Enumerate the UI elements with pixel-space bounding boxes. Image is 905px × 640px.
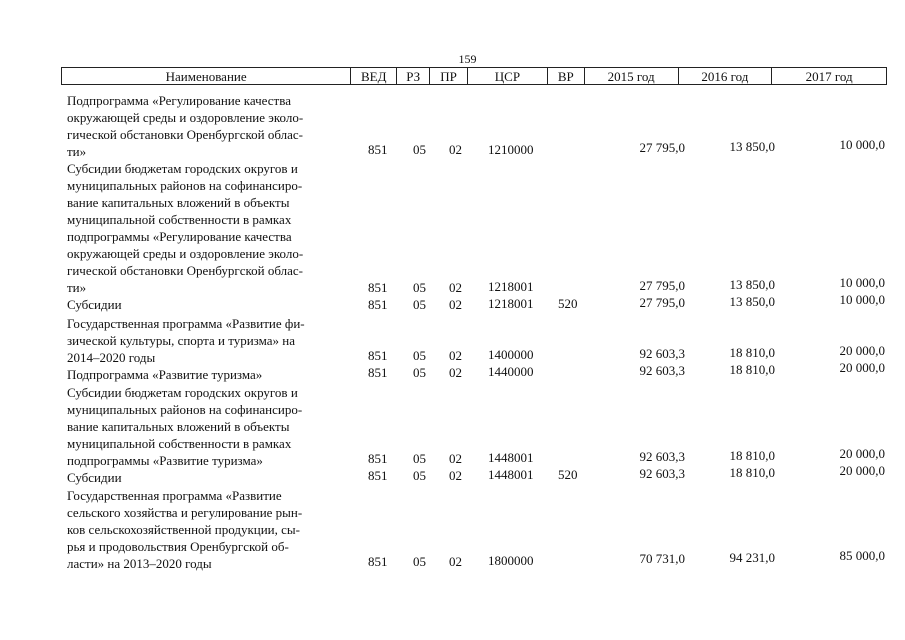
row-pr: 02: [449, 348, 462, 363]
row-csr: 1448001: [488, 467, 534, 482]
row-ved: 851: [368, 468, 388, 483]
row-2017: 10 000,0: [839, 137, 885, 152]
row-pr: 02: [449, 554, 462, 569]
row-name: Государственная программа «Развитие фи- зической культуры, спорта и туризма» на 2014–2020 годы: [67, 316, 305, 365]
header-vr: ВР: [548, 68, 585, 84]
header-2017: 2017 год: [805, 69, 853, 84]
row-name: Государственная программа «Развитие сельского хозяйства и регулирование рын- ков сельскохозяйственной продукции, сы- рья и продовольствия Оренбургской об- ласти» на 2013–2020 годы: [67, 488, 303, 571]
page-number: 159: [458, 52, 477, 66]
row-name: Субсидии: [67, 297, 122, 312]
row-csr: 1218001: [488, 296, 534, 311]
row-csr: 1400000: [488, 347, 534, 362]
row-rz: 05: [413, 554, 426, 569]
header-ved: ВЕД: [351, 68, 397, 84]
row-2017: 20 000,0: [839, 343, 885, 358]
row-2016: 18 810,0: [729, 345, 775, 360]
row-csr: 1440000: [488, 364, 534, 379]
row-2015: 27 795,0: [639, 278, 685, 293]
header-csr: ЦСР: [468, 68, 548, 84]
row-2016: 13 850,0: [729, 139, 775, 154]
row-rz: 05: [413, 468, 426, 483]
row-pr: 02: [449, 297, 462, 312]
row-pr: 02: [449, 280, 462, 295]
row-pr: 02: [449, 365, 462, 380]
row-2015: 92 603,3: [639, 363, 685, 378]
row-rz: 05: [413, 142, 426, 157]
header-2016: 2016 год: [679, 68, 773, 84]
row-name: Субсидии бюджетам городских округов и муниципальных районов на софинансиро- вание капитальных вложений в объекты муниципальной собственности в рамках подпрограммы «Развитие туризма»: [67, 385, 303, 468]
row-csr: 1800000: [488, 553, 534, 568]
row-ved: 851: [368, 142, 388, 157]
row-rz: 05: [413, 280, 426, 295]
row-rz: 05: [413, 451, 426, 466]
row-vr: 520: [558, 296, 578, 311]
row-name: Подпрограмма «Развитие туризма»: [67, 367, 263, 382]
row-name: Субсидии бюджетам городских округов и муниципальных районов на софинансиро- вание капитальных вложений в объекты муниципальной собственности в рамках подпрограммы «Регулирование качества окружающей среды и оздоровление эколо- гической обстановки Оренбургской облас- ти»: [67, 161, 304, 295]
row-2016: 18 810,0: [729, 465, 775, 480]
row-pr: 02: [449, 451, 462, 466]
row-csr: 1210000: [488, 142, 534, 157]
row-rz: 05: [413, 297, 426, 312]
row-2015: 92 603,3: [639, 346, 685, 361]
row-ved: 851: [368, 451, 388, 466]
row-2015: 92 603,3: [639, 466, 685, 481]
row-pr: 02: [449, 142, 462, 157]
row-vr: 520: [558, 467, 578, 482]
row-ved: 851: [368, 554, 388, 569]
row-name: Подпрограмма «Регулирование качества окружающей среды и оздоровление эколо- гической обстановки Оренбургской облас- ти»: [67, 93, 304, 159]
row-ved: 851: [368, 280, 388, 295]
row-rz: 05: [413, 365, 426, 380]
row-2017: 85 000,0: [839, 548, 885, 563]
row-2015: 27 795,0: [639, 140, 685, 155]
row-2015: 70 731,0: [639, 551, 685, 566]
row-ved: 851: [368, 365, 388, 380]
header-name: Наименование: [62, 68, 351, 84]
row-csr: 1448001: [488, 450, 534, 465]
row-2016: 18 810,0: [729, 448, 775, 463]
header-2015: 2015 год: [585, 68, 679, 84]
row-2017: 20 000,0: [839, 463, 885, 478]
row-rz: 05: [413, 348, 426, 363]
row-2016: 94 231,0: [729, 550, 775, 565]
row-2017: 10 000,0: [839, 292, 885, 307]
header-pr: ПР: [430, 68, 468, 84]
row-2016: 18 810,0: [729, 362, 775, 377]
row-2016: 13 850,0: [729, 294, 775, 309]
table-header: [61, 67, 887, 85]
row-2017: 10 000,0: [839, 275, 885, 290]
row-ved: 851: [368, 297, 388, 312]
row-2017: 20 000,0: [839, 360, 885, 375]
header-rz: РЗ: [397, 68, 430, 84]
row-2015: 92 603,3: [639, 449, 685, 464]
row-csr: 1218001: [488, 279, 534, 294]
row-ved: 851: [368, 348, 388, 363]
row-2015: 27 795,0: [639, 295, 685, 310]
row-2016: 13 850,0: [729, 277, 775, 292]
row-pr: 02: [449, 468, 462, 483]
row-name: Субсидии: [67, 470, 122, 485]
row-2017: 20 000,0: [839, 446, 885, 461]
